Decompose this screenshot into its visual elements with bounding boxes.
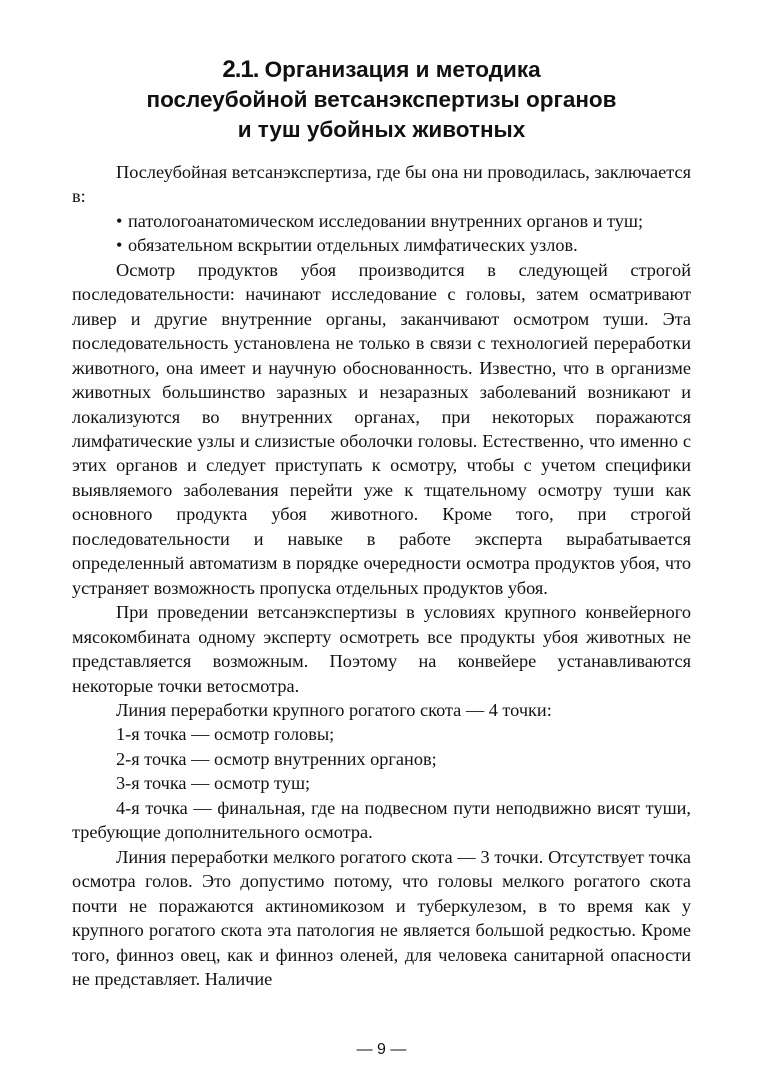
bullet-icon: • <box>116 235 123 256</box>
section-heading <box>72 55 691 145</box>
paragraph-conveyor: При проведении ветсанэкспертизы в условиях крупного конвейерного мясокомбината одному эксперту осмотреть все продукты убоя животных не представляется возможным. Поэтому на конвейере устанавливаются некоторые точки ветосмотра. <box>72 602 691 696</box>
bullet-1-text: патологоанатомическом исследовании внутренних органов и туш; <box>128 210 644 231</box>
list-item-bullet-2 <box>72 233 691 257</box>
list-item-point-4: 4-я точка — финальная, где на подвесном пути неподвижно висят туши, требующие дополнительного осмотра. <box>72 797 691 843</box>
list-item-bullet-1 <box>72 209 691 233</box>
section-number: 2.1. <box>222 56 259 83</box>
list-item-point-3: 3-я точка — осмотр туш; <box>116 773 311 794</box>
bullet-icon: • <box>116 210 123 231</box>
paragraph-intro: Послеубойная ветсанэкспертиза, где бы она ни проводилась, заключается в: <box>72 162 691 207</box>
heading-line-1-text: Организация и методика <box>264 57 541 82</box>
list-item-point-2: 2-я точка — осмотр внутренних органов; <box>116 748 437 769</box>
paragraph-inspection-order: Осмотр продуктов убоя производится в следующей строгой последовательности: начинают исследование с головы, затем осматривают ливер и другие внутренние органы, заканчивают осмотром туши. Эта последовательность установлена не только в связи с технологией переработки животного, она имеет и научную обоснованность. Известно, что в организме животных большинство заразных и незаразных заболеваний возникают и локализуются во внутренних органах, при некоторых поражаются лимфатические узлы и слизистые оболочки головы. Естественно, что именно с этих органов и следует приступать к осмотру, чтобы с учетом специфики выявляемого заболевания перейти уже к тщательному осмотру туши как основного продукта убоя животного. Кроме того, при строгой последовательности и навыке в работе эксперта вырабатывается определенный автоматизм в порядке очередности осмотра продуктов убоя, что устраняет возможность пропуска отдельных продуктов убоя. <box>72 259 691 598</box>
page-number: — 9 — <box>356 1041 407 1058</box>
paragraph-cattle-line: Линия переработки крупного рогатого скота — 4 точки: <box>116 699 552 720</box>
bullet-2-text: обязательном вскрытии отдельных лимфатических узлов. <box>128 235 578 256</box>
heading-line-3: и туш убойных животных <box>237 117 526 142</box>
heading-line-2: послеубойной ветсанэкспертизы органов <box>146 87 617 112</box>
list-item-point-1: 1-я точка — осмотр головы; <box>116 724 335 745</box>
body-text <box>72 160 691 991</box>
heading-line-1 <box>72 55 691 85</box>
paragraph-small-cattle-line: Линия переработки мелкого рогатого скота — 3 точки. Отсутствует точка осмотра голов. Это допустимо потому, что головы мелкого рогатого скота почти не поражаются актиномикозом и туберкулезом, в то время как у крупного рогатого скота эта патология не является большой редкостью. Кроме того, финноз овец, как и финноз оленей, для человека санитарной опасности не представляет. Наличие <box>72 846 691 989</box>
